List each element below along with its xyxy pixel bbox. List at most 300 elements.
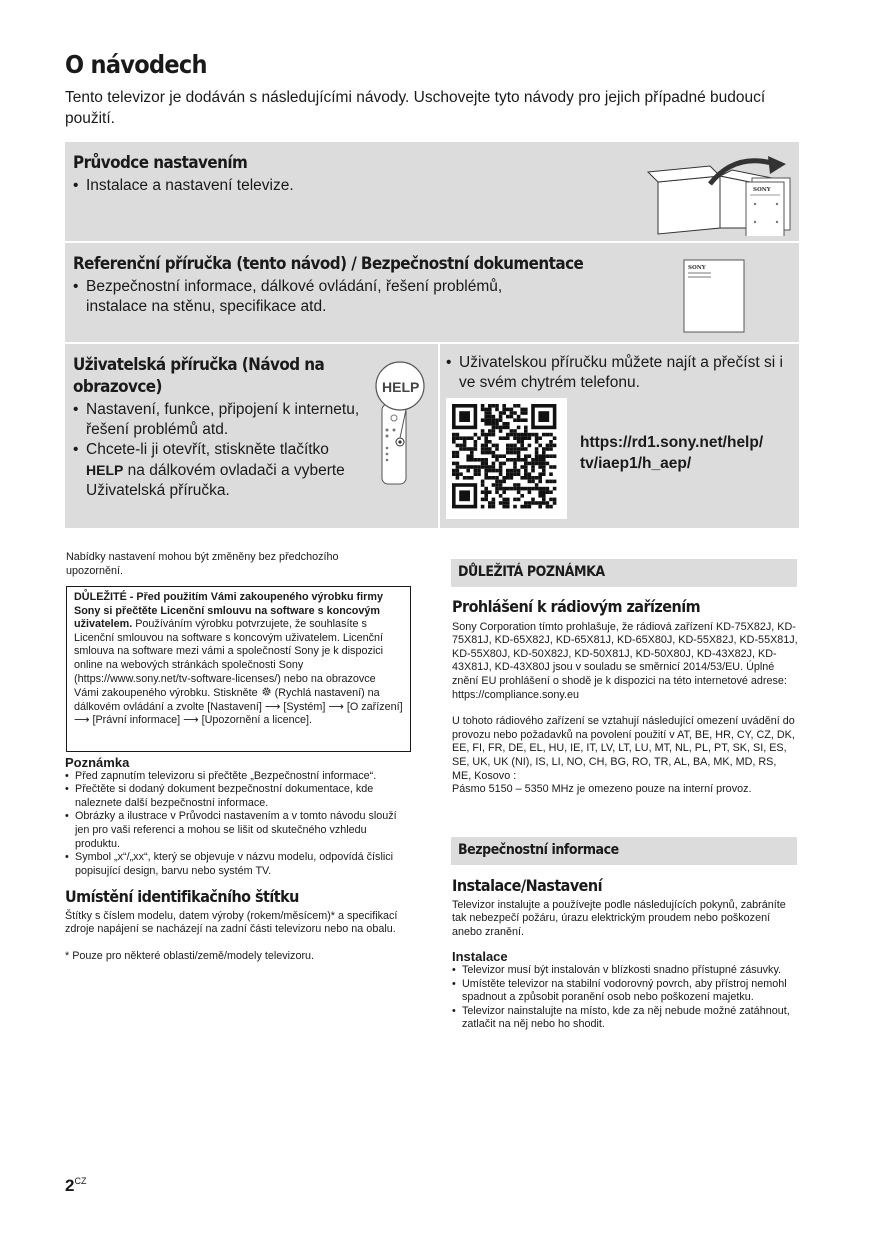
qr-module <box>452 440 456 444</box>
qr-module <box>538 480 542 484</box>
qr-module <box>456 462 460 466</box>
reference-guide-title: Referenční příručka (tento návod) / Bezpečnostní dokumentace <box>73 254 584 273</box>
qr-module <box>524 436 528 440</box>
qr-module <box>538 465 542 469</box>
qr-module <box>538 476 542 480</box>
qr-module <box>452 454 456 458</box>
qr-module <box>492 444 496 448</box>
qr-module <box>470 458 474 462</box>
qr-module <box>452 451 456 455</box>
qr-module <box>524 501 528 505</box>
qr-module <box>499 472 503 476</box>
qr-module <box>492 454 496 458</box>
setup-guide-list <box>73 176 493 196</box>
qr-module <box>484 498 488 502</box>
qr-module <box>549 498 553 502</box>
qr-module <box>481 447 485 451</box>
qr-module <box>477 436 481 440</box>
qr-module <box>517 436 521 440</box>
user-guide-online-panel <box>440 344 799 528</box>
qr-module <box>492 426 496 430</box>
qr-module <box>452 469 456 473</box>
qr-module <box>513 433 517 437</box>
help-badge: HELP <box>382 379 420 395</box>
qr-module <box>528 501 532 505</box>
qr-module <box>535 451 539 455</box>
qr-module <box>510 472 514 476</box>
qr-module <box>488 505 492 509</box>
qr-module <box>506 426 510 430</box>
qr-module <box>528 476 532 480</box>
qr-module <box>492 422 496 426</box>
qr-module <box>542 458 546 462</box>
qr-module <box>528 490 532 494</box>
qr-module <box>488 404 492 408</box>
qr-module <box>495 487 499 491</box>
qr-module <box>531 476 535 480</box>
qr-module <box>517 454 521 458</box>
qr-module <box>549 472 553 476</box>
qr-module <box>542 501 546 505</box>
qr-module <box>499 469 503 473</box>
user-guide-title-line2: obrazovce) <box>73 377 162 396</box>
qr-module <box>524 454 528 458</box>
qr-module <box>553 487 557 491</box>
qr-module <box>510 415 514 419</box>
qr-module <box>492 501 496 505</box>
qr-module <box>520 418 524 422</box>
qr-module <box>528 505 532 509</box>
qr-module <box>456 444 460 448</box>
qr-module <box>484 418 488 422</box>
qr-module <box>474 440 478 444</box>
qr-module <box>524 447 528 451</box>
qr-module <box>484 422 488 426</box>
qr-module <box>456 465 460 469</box>
qr-module <box>488 451 492 455</box>
qr-module <box>520 408 524 412</box>
qr-module <box>492 462 496 466</box>
qr-module <box>531 433 535 437</box>
poznamka-item: • Před zapnutím televizoru si přečtěte „Bezpečnostní informace“. <box>65 770 410 784</box>
qr-finder <box>459 411 470 422</box>
qr-module <box>488 429 492 433</box>
qr-module <box>495 408 499 412</box>
qr-module <box>517 451 521 455</box>
qr-module <box>499 436 503 440</box>
setup-guide-title: Průvodce nastavením <box>73 153 248 172</box>
qr-module <box>553 465 557 469</box>
qr-module <box>506 458 510 462</box>
qr-module <box>502 501 506 505</box>
license-notice-bold: DŮLEŽITÉ - Před použitím Vámi zakoupeného výrobku firmy Sony si přečtěte Licenční smlouvu na software s koncovým uživatelem. <box>74 591 383 631</box>
qr-module <box>549 454 553 458</box>
qr-module <box>499 487 503 491</box>
qr-module <box>481 490 485 494</box>
poznamka-section <box>65 756 410 878</box>
qr-module <box>517 404 521 408</box>
radio-section-title: Prohlášení k rádiovým zařízením <box>452 597 701 616</box>
qr-module <box>517 447 521 451</box>
qr-module <box>481 451 485 455</box>
qr-module <box>470 447 474 451</box>
qr-module <box>502 498 506 502</box>
poznamka-list <box>65 770 410 879</box>
qr-module <box>466 454 470 458</box>
online-guide-list <box>446 353 791 393</box>
qr-module <box>499 462 503 466</box>
qr-module <box>531 462 535 466</box>
qr-module <box>495 454 499 458</box>
qr-module <box>546 480 550 484</box>
qr-module <box>513 472 517 476</box>
qr-module <box>466 458 470 462</box>
qr-module <box>470 465 474 469</box>
qr-module <box>513 465 517 469</box>
qr-module <box>517 472 521 476</box>
qr-module <box>513 418 517 422</box>
qr-module <box>463 465 467 469</box>
user-guide-panel <box>65 344 438 528</box>
qr-module <box>502 476 506 480</box>
online-guide-url-line2[interactable]: tv/iaep1/h_aep/ <box>580 455 692 472</box>
radio-section <box>452 597 798 797</box>
qr-module <box>524 476 528 480</box>
qr-module <box>481 458 485 462</box>
qr-module <box>484 487 488 491</box>
qr-module <box>466 476 470 480</box>
qr-module <box>517 415 521 419</box>
qr-module <box>495 483 499 487</box>
qr-module <box>481 418 485 422</box>
qr-module <box>542 469 546 473</box>
qr-module <box>520 440 524 444</box>
qr-module <box>488 418 492 422</box>
qr-module <box>495 469 499 473</box>
qr-module <box>528 436 532 440</box>
qr-module <box>553 436 557 440</box>
qr-module <box>531 487 535 491</box>
qr-module <box>520 487 524 491</box>
qr-module <box>466 447 470 451</box>
qr-module <box>524 462 528 466</box>
qr-module <box>452 472 456 476</box>
qr-module <box>510 429 514 433</box>
label-section-text: Štítky s číslem modelu, datem výroby (rokem/měsícem)* a specifikací zdroje napájení se nacházejí na zadní části televizoru nebo na obalu. <box>65 909 398 936</box>
qr-module <box>506 487 510 491</box>
qr-module <box>456 433 460 437</box>
qr-module <box>452 462 456 466</box>
qr-module <box>488 447 492 451</box>
qr-module <box>546 505 550 509</box>
qr-code-frame <box>446 398 567 519</box>
qr-module <box>510 469 514 473</box>
qr-module <box>546 462 550 466</box>
qr-module <box>502 490 506 494</box>
qr-module <box>506 408 510 412</box>
qr-module <box>520 476 524 480</box>
qr-module <box>510 433 514 437</box>
qr-module <box>513 505 517 509</box>
qr-module <box>542 447 546 451</box>
notice-text: Nabídky nastavení mohou být změněny bez předchozího upozornění. <box>66 551 339 577</box>
qr-module <box>463 440 467 444</box>
qr-module <box>495 404 499 408</box>
qr-module <box>484 462 488 466</box>
qr-module <box>463 436 467 440</box>
qr-code <box>446 398 567 519</box>
qr-module <box>484 411 488 415</box>
qr-module <box>492 476 496 480</box>
footnote: * Pouze pro některé oblasti/země/modely televizoru. <box>65 949 315 962</box>
qr-module <box>506 476 510 480</box>
qr-module <box>524 465 528 469</box>
qr-module <box>506 451 510 455</box>
qr-module <box>531 501 535 505</box>
qr-module <box>484 440 488 444</box>
important-note-bar <box>451 559 797 587</box>
qr-module <box>535 483 539 487</box>
qr-module <box>549 480 553 484</box>
qr-module <box>481 465 485 469</box>
qr-finder <box>538 411 549 422</box>
box-booklet-illustration <box>640 154 800 236</box>
qr-module <box>528 454 532 458</box>
qr-module <box>492 418 496 422</box>
qr-module <box>535 440 539 444</box>
qr-module <box>474 444 478 448</box>
qr-module <box>484 433 488 437</box>
qr-module <box>517 469 521 473</box>
qr-module <box>538 494 542 498</box>
instalace-item: • Televizor musí být instalován v blízkosti snadno přístupné zásuvky. <box>452 964 798 978</box>
instalace-title: Instalace <box>452 949 508 965</box>
qr-module <box>499 480 503 484</box>
qr-module <box>492 429 496 433</box>
online-guide-url-line1[interactable]: https://rd1.sony.net/help/ <box>580 434 764 451</box>
qr-module <box>488 476 492 480</box>
qr-module <box>484 494 488 498</box>
page-number: $2^{CZ}$ <box>65 1176 87 1195</box>
qr-module <box>488 501 492 505</box>
qr-module <box>481 444 485 448</box>
qr-module <box>535 487 539 491</box>
qr-module <box>553 444 557 448</box>
qr-module <box>481 404 485 408</box>
qr-module <box>506 505 510 509</box>
arrow-icon: ⟶ <box>328 700 344 713</box>
qr-module <box>531 469 535 473</box>
qr-module <box>488 469 492 473</box>
user-guide-list <box>73 400 363 501</box>
qr-module <box>492 433 496 437</box>
qr-module <box>466 436 470 440</box>
booklet-illustration <box>683 259 747 335</box>
qr-module <box>528 433 532 437</box>
qr-module <box>513 451 517 455</box>
qr-module <box>520 433 524 437</box>
qr-module <box>542 498 546 502</box>
qr-module <box>549 505 553 509</box>
qr-module <box>546 501 550 505</box>
qr-module <box>546 447 550 451</box>
qr-module <box>470 454 474 458</box>
user-guide-title-line1: Uživatelská příručka (Návod na <box>73 355 325 374</box>
qr-module <box>517 483 521 487</box>
qr-module <box>463 476 467 480</box>
qr-module <box>517 426 521 430</box>
qr-module <box>517 440 521 444</box>
qr-module <box>506 444 510 448</box>
qr-module <box>488 440 492 444</box>
qr-module <box>492 451 496 455</box>
qr-module <box>499 426 503 430</box>
qr-module <box>499 411 503 415</box>
qr-module <box>495 444 499 448</box>
online-guide-url[interactable] <box>580 432 763 474</box>
qr-module <box>553 501 557 505</box>
qr-module <box>538 505 542 509</box>
install-section-title: Instalace/Nastavení <box>452 876 603 895</box>
qr-module <box>506 501 510 505</box>
qr-module <box>538 462 542 466</box>
instalace-list <box>452 964 798 1032</box>
qr-module <box>456 469 460 473</box>
qr-module <box>488 465 492 469</box>
qr-module <box>484 447 488 451</box>
qr-module <box>535 458 539 462</box>
qr-module <box>510 487 514 491</box>
qr-module <box>546 487 550 491</box>
important-note-heading: DŮLEŽITÁ POZNÁMKA <box>458 564 605 580</box>
install-section <box>452 876 798 1032</box>
qr-module <box>488 411 492 415</box>
qr-module <box>524 505 528 509</box>
qr-module <box>492 505 496 509</box>
page-number-suffix: CZ <box>74 1176 87 1186</box>
instalace-item: • Umístěte televizor na stabilní vodorovný povrch, aby přístroj nemohl spadnout a způsobit poranění osob nebo poškození majetku. <box>452 978 798 1005</box>
qr-module <box>517 458 521 462</box>
qr-module <box>466 469 470 473</box>
qr-module <box>535 476 539 480</box>
qr-module <box>549 490 553 494</box>
remote-help-illustration <box>372 360 432 486</box>
qr-module <box>459 444 463 448</box>
label-section-title: Umístění identifikačního štítku <box>65 887 299 906</box>
qr-module <box>495 418 499 422</box>
qr-module <box>535 462 539 466</box>
poznamka-item: • Přečtěte si dodaný dokument bezpečnostní dokumentace, kde naleznete další bezpečnostní informace. <box>65 783 410 810</box>
reference-guide-bullet: • Bezpečnostní informace, dálkové ovládání, řešení problémů, instalace na stěnu, specifikace atd. <box>73 277 543 317</box>
qr-module <box>542 462 546 466</box>
qr-module <box>528 462 532 466</box>
qr-module <box>481 433 485 437</box>
qr-module <box>520 465 524 469</box>
qr-module <box>546 433 550 437</box>
qr-module <box>456 436 460 440</box>
qr-module <box>535 436 539 440</box>
qr-module <box>484 408 488 412</box>
compliance-link[interactable]: https://compliance.sony.eu <box>452 688 580 701</box>
qr-module <box>474 469 478 473</box>
qr-module <box>531 498 535 502</box>
qr-module <box>538 490 542 494</box>
qr-module <box>546 454 550 458</box>
qr-module <box>481 498 485 502</box>
qr-module <box>524 469 528 473</box>
qr-module <box>520 505 524 509</box>
qr-module <box>502 404 506 408</box>
label-section <box>65 887 410 963</box>
qr-module <box>477 469 481 473</box>
qr-module <box>538 458 542 462</box>
qr-module <box>474 465 478 469</box>
qr-module <box>513 436 517 440</box>
sony-logo: SONY <box>753 187 771 193</box>
qr-module <box>470 476 474 480</box>
qr-module <box>463 447 467 451</box>
qr-module <box>524 429 528 433</box>
qr-module <box>506 472 510 476</box>
poznamka-title: Poznámka <box>65 755 130 770</box>
qr-module <box>549 440 553 444</box>
qr-module <box>459 436 463 440</box>
qr-module <box>553 454 557 458</box>
qr-module <box>542 465 546 469</box>
qr-module <box>510 458 514 462</box>
qr-module <box>456 451 460 455</box>
qr-module <box>506 422 510 426</box>
qr-module <box>477 465 481 469</box>
qr-module <box>492 415 496 419</box>
qr-module <box>466 465 470 469</box>
setup-guide-bullet: • Instalace a nastavení televize. <box>73 176 493 196</box>
qr-module <box>474 472 478 476</box>
qr-module <box>495 480 499 484</box>
qr-module <box>538 436 542 440</box>
qr-module <box>488 408 492 412</box>
qr-module <box>513 404 517 408</box>
qr-module <box>459 465 463 469</box>
qr-module <box>492 404 496 408</box>
qr-module <box>499 454 503 458</box>
qr-module <box>513 447 517 451</box>
qr-module <box>542 472 546 476</box>
arrow-icon: ⟶ <box>264 700 281 713</box>
qr-module <box>553 498 557 502</box>
qr-module <box>456 472 460 476</box>
setup-guide-panel <box>65 142 799 241</box>
qr-module <box>510 411 514 415</box>
qr-module <box>517 418 521 422</box>
qr-module <box>488 490 492 494</box>
qr-module <box>520 411 524 415</box>
qr-module <box>452 433 456 437</box>
qr-module <box>499 418 503 422</box>
user-guide-bullet-1: • Nastavení, funkce, připojení k internetu, řešení problémů atd. <box>73 400 363 440</box>
qr-module <box>484 436 488 440</box>
qr-module <box>495 447 499 451</box>
qr-module <box>513 458 517 462</box>
qr-module <box>477 458 481 462</box>
qr-module <box>463 444 467 448</box>
qr-module <box>510 408 514 412</box>
qr-module <box>484 415 488 419</box>
gear-icon <box>261 686 272 697</box>
qr-module <box>470 451 474 455</box>
qr-module <box>535 501 539 505</box>
qr-module <box>538 444 542 448</box>
